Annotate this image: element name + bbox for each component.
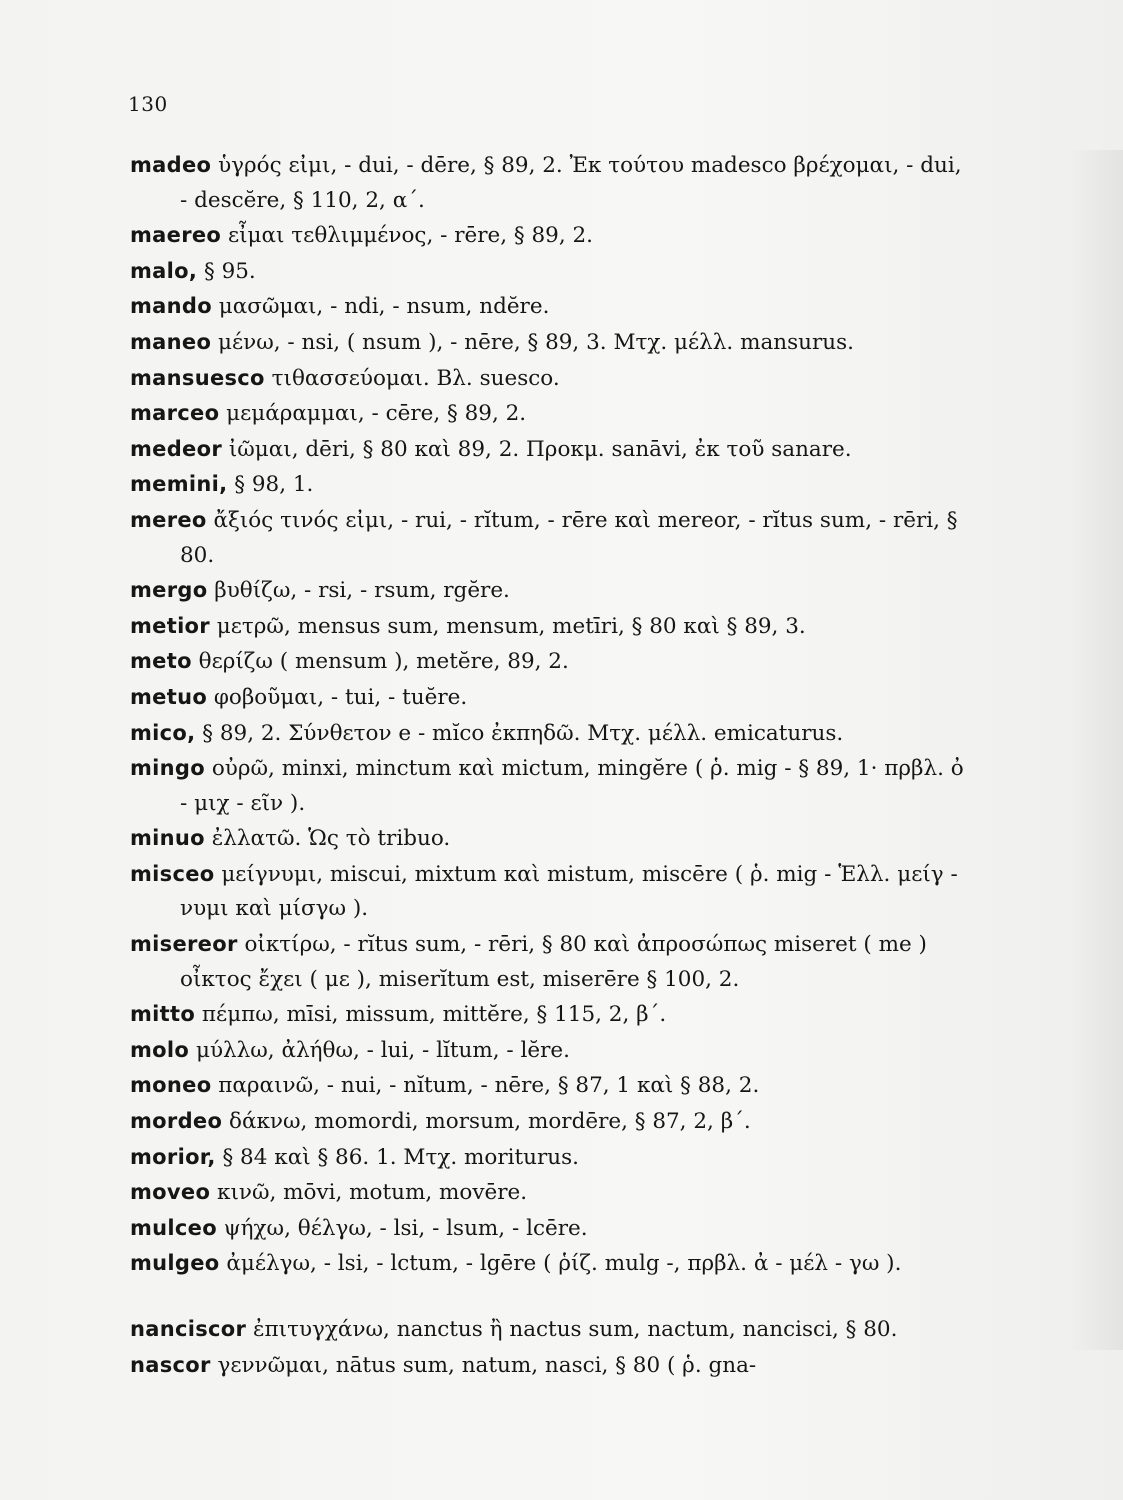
entry-molo [130, 1033, 975, 1069]
headword: metuo [130, 684, 208, 709]
headword: mereo [130, 507, 207, 532]
definition: θερίζω ( mensum ), metĕre, 89, 2. [191, 649, 569, 675]
headword: mulgeo [130, 1251, 220, 1276]
entry-mitto [130, 997, 975, 1033]
definition: οἰκτίρω, - rĭtus sum, - rēri, § 80 καὶ ἀπροσώπως miseret ( me ) οἶκτος ἔχει ( με ), miserĭtum est, miserēre § 100, 2. [180, 932, 927, 992]
definition: μετρῶ, mensus sum, mensum, metīri, § 80 καὶ § 89, 3. [209, 613, 806, 639]
definition: εἶμαι τεθλιμμένος, - rēre, § 89, 2. [221, 223, 594, 249]
headword: mansuesco [130, 365, 265, 390]
headword: malo, [130, 258, 198, 283]
headword: madeo [130, 153, 212, 177]
page-edge-shadow [1068, 150, 1123, 1350]
headword: mulceo [130, 1215, 217, 1240]
definition: γεννῶμαι, nātus sum, natum, nasci, § 80 ( ῥ. gna- [210, 1352, 757, 1378]
entry-mergo [130, 573, 975, 609]
definition: μεμάραμμαι, - cēre, § 89, 2. [219, 401, 527, 427]
entry-misereor [130, 927, 975, 997]
entry-mingo [130, 751, 975, 821]
entry-metior [130, 609, 975, 645]
headword: nanciscor [130, 1317, 247, 1341]
definition: ἄξιός τινός εἰμι, - rui, - rĭtum, - rēre καὶ mereor, - rĭtus sum, - rēri, § 80. [180, 507, 958, 568]
entry-moneo [130, 1068, 975, 1104]
headword: maereo [130, 223, 222, 248]
headword: memini, [130, 472, 228, 497]
entry-marceo [130, 396, 975, 432]
definition: κινῶ, mōvi, motum, movēre. [210, 1180, 528, 1206]
entry-mansuesco [130, 361, 975, 397]
dictionary-entries [130, 148, 975, 1383]
headword: morior, [130, 1144, 216, 1169]
entry-maereo [130, 218, 975, 254]
entry-meto [130, 644, 975, 680]
entry-medeor [130, 432, 975, 468]
entry-mereo [130, 503, 975, 573]
definition: δάκνω, momordi, morsum, mordēre, § 87, 2, β΄. [222, 1109, 751, 1135]
entry-metuo [130, 680, 975, 716]
definition: § 84 καὶ § 86. 1. Μτχ. moriturus. [215, 1144, 579, 1170]
definition: πέμπω, mīsi, missum, mittĕre, § 115, 2, β΄. [195, 1002, 667, 1028]
headword: marceo [130, 401, 220, 426]
entry-misceo [130, 857, 975, 927]
definition: μένω, - nsi, ( nsum ), - nēre, § 89, 3. Μτχ. μέλλ. mansurus. [211, 329, 855, 355]
headword: medeor [130, 436, 222, 461]
headword: mitto [130, 1002, 196, 1027]
definition: μασῶμαι, - ndi, - nsum, ndĕre. [211, 294, 550, 320]
entry-mando [130, 289, 975, 325]
entry-morior [130, 1140, 975, 1176]
headword: misereor [130, 932, 238, 957]
entry-memini [130, 467, 975, 503]
definition: ἰῶμαι, dēri, § 80 καὶ 89, 2. Προκμ. sanāvi, ἐκ τοῦ sanare. [221, 436, 852, 462]
definition: βυθίζω, - rsi, - rsum, rgĕre. [207, 578, 510, 604]
headword: metior [130, 613, 210, 638]
entry-malo [130, 254, 975, 290]
headword: misceo [130, 861, 215, 886]
entry-nascor [130, 1348, 975, 1384]
headword: mingo [130, 756, 205, 781]
entry-madeo [130, 148, 975, 218]
definition: οὐρῶ, minxi, minctum καὶ mictum, mingĕre ( ῥ. mig - § 89, 1· πρβλ. ὀ - μιχ - εῖν ). [180, 756, 964, 816]
definition: τιθασσεύομαι. Βλ. suesco. [264, 365, 560, 391]
definition: ὑγρός εἰμι, - dui, - dēre, § 89, 2. Ἐκ τούτου madesco βρέχομαι, - dui, - descĕre, § 110, 2, α΄. [180, 153, 962, 213]
headword: minuo [130, 826, 205, 851]
section-gap [130, 1282, 975, 1312]
headword: mergo [130, 578, 208, 603]
definition: ἀμέλγω, - lsi, - lctum, - lgēre ( ῥίζ. mulg -, πρβλ. ἀ - μέλ - γω ). [219, 1251, 902, 1277]
entry-mulceo [130, 1211, 975, 1247]
entry-mulgeo [130, 1246, 975, 1282]
definition: § 89, 2. Σύνθετον e - mĭco ἐκπηδῶ. Μτχ. μέλλ. emicaturus. [195, 720, 844, 746]
headword: moveo [130, 1180, 211, 1205]
definition: § 95. [197, 258, 256, 284]
headword: maneo [130, 329, 212, 354]
definition: ἐπιτυγχάνω, nanctus ἢ nactus sum, nactum, nancisci, § 80. [246, 1317, 898, 1342]
definition: μείγνυμι, miscui, mixtum καὶ mistum, miscēre ( ῥ. mig - Ἑλλ. μείγ - νυμι καὶ μίσγω ). [180, 861, 958, 922]
headword: moneo [130, 1073, 212, 1098]
headword: mico, [130, 720, 196, 745]
headword: meto [130, 649, 192, 674]
definition: ἐλλατῶ. Ὡς τὸ tribuo. [204, 826, 451, 852]
headword: molo [130, 1037, 190, 1062]
entry-mordeo [130, 1104, 975, 1140]
entry-moveo [130, 1175, 975, 1211]
definition: φοβοῦμαι, - tui, - tuĕre. [207, 684, 468, 710]
definition: μύλλω, ἀλήθω, - lui, - lĭtum, - lĕre. [189, 1037, 570, 1063]
entry-nanciscor [130, 1312, 975, 1348]
entry-maneo [130, 325, 975, 361]
definition: παραινῶ, - nui, - nĭtum, - nēre, § 87, 1 καὶ § 88, 2. [211, 1073, 760, 1099]
definition: § 98, 1. [227, 472, 314, 498]
headword: nascor [130, 1352, 211, 1377]
entry-minuo [130, 821, 975, 857]
definition: ψήχω, θέλγω, - lsi, - lsum, - lcēre. [216, 1215, 588, 1241]
headword: mando [130, 294, 212, 319]
page-number: 130 [128, 92, 168, 116]
entry-mico [130, 716, 975, 752]
headword: mordeo [130, 1109, 223, 1134]
